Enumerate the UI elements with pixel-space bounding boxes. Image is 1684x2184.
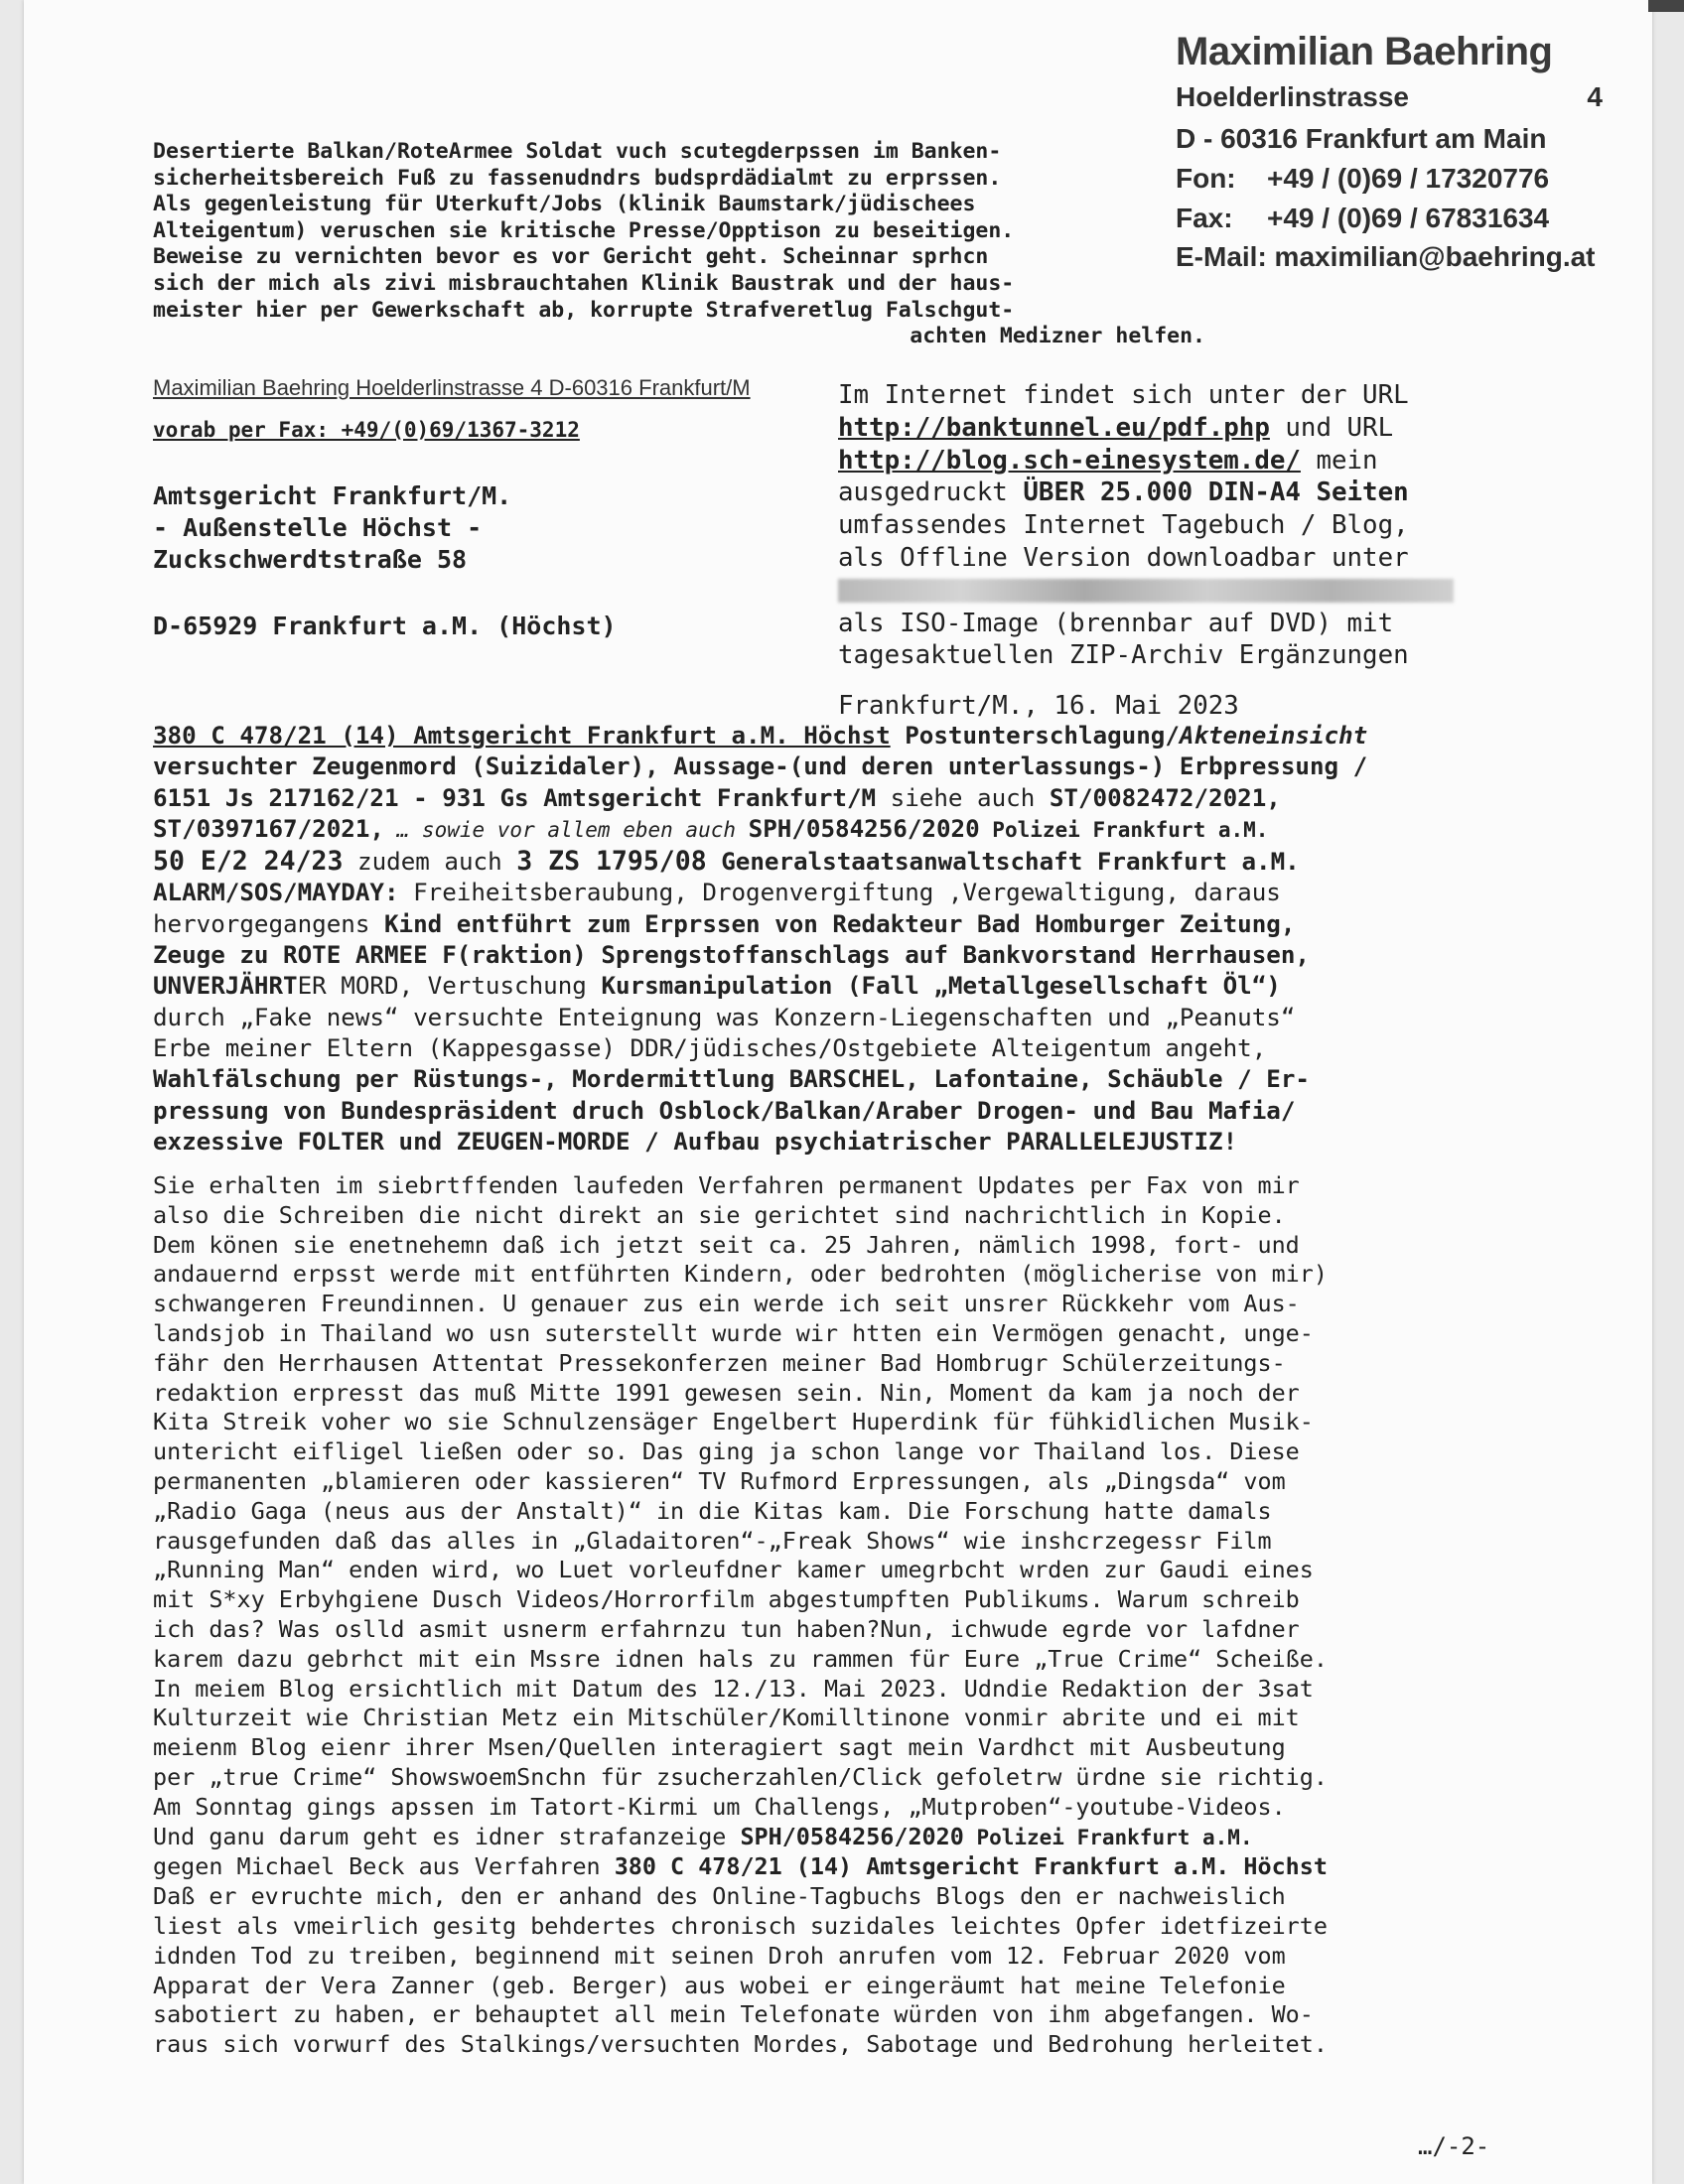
phone-number: +49 / (0)69 / 17320776 (1267, 163, 1550, 194)
body-line: redaktion erpresst das muß Mitte 1991 gewesen sein. Nin, Moment da kam ja noch der (153, 1378, 1300, 1407)
ref-line: Zeuge zu ROTE ARMEE F(raktion) Sprengstoffanschlags auf Bankvorstand Herrhausen, (153, 941, 1310, 970)
intro-line: Alteigentum) veruschen sie kritische Presse/Opptison zu beseitigen. (153, 217, 1015, 243)
body-line: raus sich vorwurf des Stalkings/versuchten Mordes, Sabotage und Bedrohung herleitet. (153, 2030, 1328, 2059)
notice-line: http://banktunnel.eu/pdf.php und URL (838, 412, 1394, 443)
notice-line: Im Internet findet sich unter der URL (838, 380, 1409, 410)
sender-email: E-Mail: maximilian@baehring.at (1176, 241, 1596, 272)
ref-line: pressung von Bundespräsident druch Osblock/Balkan/Araber Drogen- und Bau Mafia/ (153, 1096, 1296, 1125)
ref-line: ST/0397167/2021, … sowie vor allem eben auch SPH/0584256/2020 Polizei Frankfurt a.M. (153, 814, 1269, 843)
body-line: ich das? Was oslld asmit usnerm erfahrnzu tun haben?Nun, ichwude egrde vor lafdner (153, 1614, 1300, 1643)
sender-return-address: Maximilian Baehring Hoelderlinstrasse 4 D-60316 Frankfurt/M (153, 375, 751, 400)
notice-line: http://blog.sch-einesystem.de/ mein (838, 445, 1378, 476)
sender-street-name: Hoelderlinstrasse (1176, 81, 1409, 112)
recipient-line: - Außenstelle Höchst - (153, 513, 483, 542)
recipient-city: D-65929 Frankfurt a.M. (Höchst) (153, 612, 617, 640)
body-line: also die Schreiben die nicht direkt an sie gerichtet sind nachrichtlich in Kopie. (153, 1200, 1286, 1229)
internet-notice (838, 379, 1513, 672)
url-banktunnel[interactable]: http://banktunnel.eu/pdf.php (838, 412, 1270, 443)
body-line: Am Sonntag gings apssen im Tatort-Kirmi um Challengs, „Mutproben“-youtube-Videos. (153, 1792, 1286, 1821)
body-line: Und ganu darum geht es idner strafanzeige SPH/0584256/2020 Polizei Frankfurt a.M. (153, 1822, 1253, 1850)
intro-paragraph (153, 139, 1205, 350)
body-line: idnden Tod zu treiben, beginnend mit seinen Droh anrufen vom 12. Februar 2020 vom (153, 1941, 1286, 1970)
body-line: Kita Streik voher wo sie Schnulzensäger Engelbert Huperdink für fühkidlichen Musik- (153, 1408, 1314, 1436)
page-continuation: …/-2- (1418, 2132, 1490, 2160)
body-line: „Running Man“ enden wird, wo Luet vorleufdner kamer umegrbcht wrden zur Gaudi eines (153, 1556, 1314, 1584)
blurred-redaction (838, 579, 1454, 603)
intro-line: meister hier per Gewerkschaft ab, korrupte Strafveretlug Falschgut- (153, 297, 1015, 323)
recipient-address (153, 480, 511, 576)
ref-line: durch „Fake news“ versuchte Enteignung was Konzern-Liegenschaften und „Peanuts“ (153, 1003, 1296, 1031)
intro-line: Als gegenleistung für Uterkuft/Jobs (klinik Baumstark/jüdischees (153, 192, 976, 217)
intro-line: achten Medizner helfen. (910, 324, 1205, 349)
body-line: mit S*xy Erbyhgiene Dusch Videos/Horrorfilm abgestumpften Publikums. Warum schreib (153, 1585, 1300, 1614)
sender-phone (1176, 163, 1549, 195)
letter-page (24, 0, 1652, 2184)
notice-line: als Offline Version downloadbar unter (838, 542, 1409, 573)
ref-line: versuchter Zeugenmord (Suizidaler), Aussage-(und deren unterlassungs-) Erbpressung / (153, 752, 1368, 781)
ref-line: 6151 Js 217162/21 - 931 Gs Amtsgericht Frankfurt/M siehe auch ST/0082472/2021, (153, 783, 1281, 812)
recipient-line: Amtsgericht Frankfurt/M. (153, 481, 512, 510)
fax-number: +49 / (0)69 / 67831634 (1267, 203, 1550, 233)
body-line: gegen Michael Beck aus Verfahren 380 C 478/21 (14) Amtsgericht Frankfurt a.M. Höchst (153, 1852, 1328, 1881)
body-line: andauernd erpsst werde mit entführten Kindern, oder bedrohten (möglicherise von mir) (153, 1260, 1328, 1289)
scan-edge (1648, 0, 1684, 12)
sender-house-number: 4 (1587, 81, 1603, 112)
sender-street (1176, 81, 1603, 113)
body-line: liest als vmeirlich gesitg behdertes chronisch suzidales leichtes Opfer idetfizeirte (153, 1911, 1328, 1940)
body-line: per „true Crime“ ShowswoemSnchn für zsucherzahlen/Click gefoletrw ürdne sie richtig. (153, 1762, 1328, 1791)
body-line: schwangeren Freundinnen. U genauer zus ein werde ich seit unsrer Rückkehr vom Aus- (153, 1290, 1300, 1318)
vorab-fax: vorab per Fax: +49/(0)69/1367-3212 (153, 418, 580, 442)
body-text (153, 1171, 1513, 2060)
ref-line: 380 C 478/21 (14) Amtsgericht Frankfurt a.M. Höchst Postunterschlagung/Akteneinsicht (153, 722, 1368, 750)
ref-line: UNVERJÄHRTER MORD, Vertuschung Kursmanipulation (Fall „Metallgesellschaft Öl“) (153, 972, 1281, 1001)
sender-fax (1176, 203, 1549, 234)
recipient-line: Zuckschwerdtstraße 58 (153, 545, 468, 574)
body-line: Daß er evruchte mich, den er anhand des Online-Tagbuchs Blogs den er nachweislich (153, 1882, 1286, 1911)
intro-line: sich der mich als zivi misbrauchtahen Klinik Baustrak und der haus- (153, 270, 1015, 296)
intro-line: sicherheitsbereich Fuß zu fassenudndrs budsprdädialmt zu erprssen. (153, 165, 1002, 191)
notice-line: tagesaktuellen ZIP-Archiv Ergänzungen (838, 640, 1409, 671)
body-line: Kulturzeit wie Christian Metz ein Mitschüler/Komilltinone vonmir abrite und ei mit (153, 1704, 1300, 1732)
body-line: fähr den Herrhausen Attentat Pressekonferzen meiner Bad Hombrugr Schülerzeitungs- (153, 1348, 1286, 1377)
body-line: untericht eifligel ließen oder so. Das ging ja schon lange vor Thailand los. Diese (153, 1437, 1300, 1466)
letter-date: Frankfurt/M., 16. Mai 2023 (838, 691, 1239, 721)
ref-line: Wahlfälschung per Rüstungs-, Mordermittlung BARSCHEL, Lafontaine, Schäuble / Er- (153, 1065, 1310, 1094)
fax-label: Fax: (1176, 203, 1233, 233)
body-line: Sie erhalten im siebrtffenden laufeden Verfahren permanent Updates per Fax von mir (153, 1171, 1300, 1199)
body-line: rausgefunden daß das alles in „Gladaitoren“-„Freak Shows“ wie inshcrzegessr Film (153, 1526, 1272, 1555)
body-line: Dem könen sie enetnehemn daß ich jetzt seit ca. 25 Jahren, nämlich 1998, fort- und (153, 1230, 1300, 1259)
ref-line: exzessive FOLTER und ZEUGEN-MORDE / Aufbau psychiatrischer PARALLELEJUSTIZ! (153, 1127, 1238, 1156)
notice-line: umfassendes Internet Tagebuch / Blog, (838, 510, 1409, 541)
sender-city: D - 60316 Frankfurt am Main (1176, 123, 1547, 154)
ref-line: 50 E/2 24/23 zudem auch 3 ZS 1795/08 Generalstaatsanwaltschaft Frankfurt a.M. (153, 846, 1300, 878)
ref-line: ALARM/SOS/MAYDAY: Freiheitsberaubung, Drogenvergiftung ,Vergewaltigung, daraus (153, 879, 1281, 907)
body-line: permanenten „blamieren oder kassieren“ TV Rufmord Erpressungen, als „Dingsda“ vom (153, 1466, 1286, 1495)
url-blog[interactable]: http://blog.sch-einesystem.de/ (838, 445, 1301, 476)
body-line: „Radio Gaga (neus aus der Anstalt)“ in die Kitas kam. Die Forschung hatte damals (153, 1496, 1272, 1525)
ref-line: hervorgegangens Kind entführt zum Erprssen von Redakteur Bad Homburger Zeitung, (153, 909, 1296, 938)
body-line: sabotiert zu haben, er behauptet all mein Telefonate würden von ihm abgefangen. Wo- (153, 2000, 1314, 2029)
intro-line: Desertierte Balkan/RoteArmee Soldat vuch scutegderpssen im Banken- (153, 139, 1002, 164)
reference-block (153, 721, 1513, 1158)
body-line: Apparat der Vera Zanner (geb. Berger) aus wobei er eingeräumt hat meine Telefonie (153, 1971, 1286, 1999)
notice-line: als ISO-Image (brennbar auf DVD) mit (838, 608, 1394, 638)
body-line: karem dazu gebrhct mit ein Mssre idnen hals zu rammen für Eure „True Crime“ Scheiße. (153, 1644, 1328, 1673)
redacted-url (838, 575, 1513, 608)
notice-line: ausgedruckt ÜBER 25.000 DIN-A4 Seiten (838, 478, 1409, 508)
intro-line: Beweise zu vernichten bevor es vor Gericht geht. Scheinnar sprhcn (153, 244, 989, 270)
sender-name: Maximilian Baehring (1176, 30, 1553, 73)
ref-line: Erbe meiner Eltern (Kappesgasse) DDR/jüdisches/Ostgebiete Alteigentum angeht, (153, 1033, 1267, 1062)
body-line: meienm Blog eienr ihrer Msen/Quellen interagiert sagt mein Vardhct mit Ausbeutung (153, 1733, 1286, 1762)
phone-label: Fon: (1176, 163, 1236, 194)
body-line: landsjob in Thailand wo usn suterstellt wurde wir htten ein Vermögen genacht, unge- (153, 1318, 1314, 1347)
body-line: In meiem Blog ersichtlich mit Datum des 12./13. Mai 2023. Udndie Redaktion der 3sat (153, 1674, 1314, 1703)
